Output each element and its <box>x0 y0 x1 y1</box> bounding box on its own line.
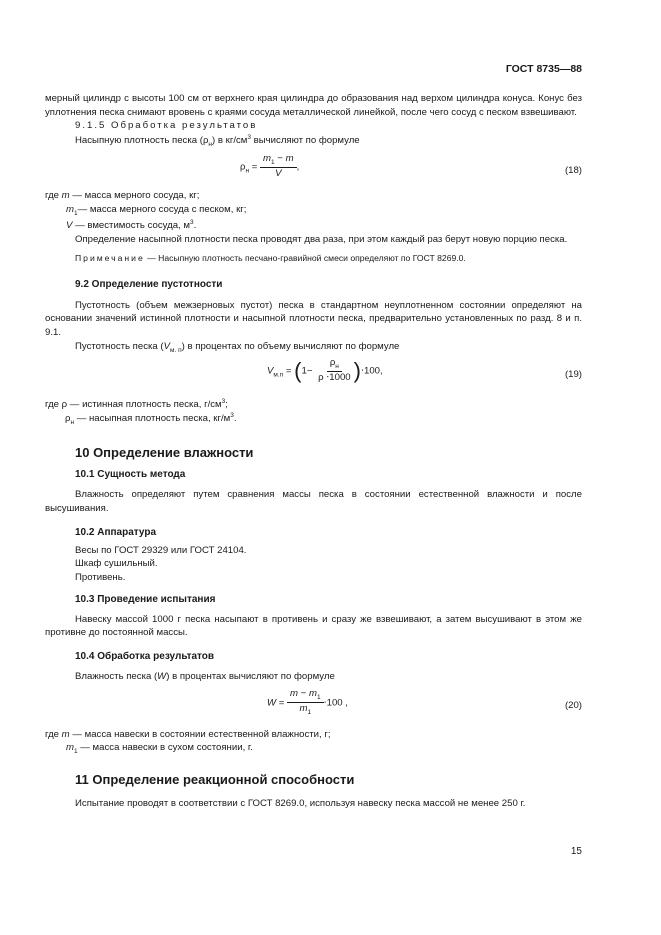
eq-symbol: V <box>275 168 282 180</box>
paragraph-twice: Определение насыпной плотности песка проводят два раза, при этом каждый раз берут новую порцию песка. <box>75 233 568 245</box>
where-line <box>45 218 582 233</box>
text-segment: — истинная плотность песка, г/см <box>67 398 222 410</box>
note <box>45 252 582 264</box>
eq-denominator: ρ ⋅1000 <box>318 371 351 383</box>
equation-number: (19) <box>564 368 582 380</box>
text-segment: ; <box>225 398 228 410</box>
section-9-1-5-text <box>45 133 582 149</box>
subscript: н <box>208 140 212 148</box>
text-segment: ) в процентах вычисляют по формуле <box>166 671 335 683</box>
text-segment: Влажность песка ( <box>75 671 158 683</box>
section-11-title: 11 Определение реакционной способности <box>75 771 355 787</box>
section-10-1-title: 10.1 Сущность метода <box>75 469 186 481</box>
text-segment: ) в процентах по объему вычисляют по формуле <box>181 340 400 352</box>
equation-19-body <box>267 357 383 385</box>
eq-symbol: V <box>163 340 171 352</box>
where-line <box>45 397 582 412</box>
eq-symbol: m <box>66 203 74 215</box>
equation-18 <box>45 153 582 189</box>
eq-subscript: м. п <box>170 346 182 354</box>
section-9-2-paragraph: Пустотность (объем межзерновых пустот) песка в стандартном неуплотненном состоянии определяют на основании значений истинной плотности и насыпной плотности песка, предварительно установленных по разд. 8 и п. 9.1. <box>45 299 582 338</box>
eq-equals: = <box>278 697 285 709</box>
equation-number: (18) <box>564 165 582 177</box>
where-block-19 <box>45 397 582 428</box>
equipment-line: Противень. <box>75 572 126 583</box>
eq-tail: ⋅100 , <box>323 697 348 709</box>
eq-operator: − <box>274 153 286 165</box>
eq-tail: , <box>296 161 300 173</box>
section-10-4-title: 10.4 Обработка результатов <box>75 651 215 663</box>
eq-subscript: м.п <box>273 370 284 378</box>
eq-symbol: m <box>263 153 272 165</box>
section-10-3-title: 10.3 Проведение испытания <box>75 593 216 605</box>
equipment-line: Шкаф сушильный. <box>75 558 158 570</box>
eq-symbol: m <box>66 742 74 754</box>
note-text: — Насыпную плотность песчано-гравийной смеси определяют по ГОСТ 8269.0. <box>144 253 466 264</box>
text-segment: — вместимость сосуда, м <box>72 220 190 232</box>
eq-fraction <box>260 153 297 181</box>
section-9-2-title: 9.2 Определение пустотности <box>75 279 223 291</box>
text-segment: где <box>45 398 62 410</box>
eq-operator: − <box>298 687 309 699</box>
eq-symbol: m <box>61 190 70 202</box>
equation-number: (20) <box>564 699 582 711</box>
superscript: 3 <box>221 397 226 405</box>
text-segment: где <box>45 728 62 740</box>
eq-one-minus: 1− <box>301 365 313 377</box>
eq-symbol: W <box>267 697 277 709</box>
eq-subscript: н <box>70 419 75 427</box>
eq-symbol: ρ <box>65 413 71 425</box>
eq-symbol: m <box>285 153 294 165</box>
text-segment: ) в кг/см <box>212 135 248 147</box>
section-10-3-text: Навеску массой 1000 г песка насыпают в противень и сразу же взвешивают, а затем высушивают в этом же противне до постоянной массы. <box>45 613 582 639</box>
text-segment: Насыпную плотность песка (ρ <box>75 135 209 147</box>
equation-20-body <box>267 688 348 718</box>
equipment-line: Весы по ГОСТ 29329 или ГОСТ 24104. <box>75 544 247 556</box>
eq-subscript: 1 <box>74 748 78 756</box>
eq-symbol: m <box>308 687 317 699</box>
eq-tail: ⋅100, <box>360 365 383 377</box>
eq-symbol: ρ <box>329 356 336 368</box>
eq-symbol: V <box>267 365 274 377</box>
eq-symbol: ρ <box>61 398 68 410</box>
eq-symbol: W <box>157 671 167 683</box>
text-segment: Пустотность песка ( <box>75 340 164 352</box>
text-segment: — насыпная плотность песка, кг/м <box>74 413 231 425</box>
eq-symbol: m <box>290 687 299 699</box>
section-9-2-formula-intro <box>45 340 582 355</box>
eq-subscript: 1 <box>271 159 275 167</box>
superscript: 3 <box>230 412 234 420</box>
page-content <box>45 92 582 811</box>
eq-symbol: ρ <box>240 161 246 173</box>
superscript: 3 <box>189 218 194 226</box>
eq-subscript: 1 <box>316 693 321 701</box>
eq-equals: = <box>285 365 292 377</box>
text-segment: — масса мерного сосуда с песком, кг; <box>77 203 247 215</box>
section-10-2-title: 10.2 Аппаратура <box>75 526 157 538</box>
eq-symbol: V <box>66 220 73 232</box>
where-line <box>45 203 582 218</box>
equation-20 <box>45 688 582 728</box>
text-segment: — масса навески в состоянии естественной влажности, г; <box>69 728 331 740</box>
note-label: Примечание <box>75 253 145 264</box>
section-10-4-text <box>45 670 582 684</box>
continuation-paragraph: мерный цилиндр с высоты 100 см от верхнего края цилиндра до образования над верхом цилиндра конуса. Конус без уплотнения песка снимают вровень с краями сосуда металлической линейкой, после чего сосуд с песком взвешивают. <box>45 93 582 118</box>
text-segment: — масса навески в сухом состоянии, г. <box>77 742 253 754</box>
section-10-title: 10 Определение влажности <box>75 444 254 460</box>
where-block-20 <box>45 728 582 757</box>
document-header: ГОСТ 8735—88 <box>505 63 582 75</box>
eq-symbol: m <box>61 728 70 740</box>
eq-fraction <box>287 688 324 718</box>
text-segment: . <box>193 220 197 232</box>
section-9-1-5-title: 9.1.5 Обработка результатов <box>75 120 258 132</box>
eq-subscript: н <box>335 362 339 370</box>
text-segment: . <box>233 413 237 425</box>
where-line <box>45 411 582 427</box>
text-segment: — масса мерного сосуда, кг; <box>69 190 200 202</box>
where-line <box>45 189 582 203</box>
superscript: 3 <box>247 133 252 141</box>
right-paren: ) <box>353 357 361 383</box>
eq-subscript: 1 <box>307 709 312 717</box>
text-segment: вычисляют по формуле <box>251 135 360 147</box>
text-segment: где <box>45 190 62 202</box>
equation-19 <box>45 357 582 397</box>
eq-fraction <box>315 357 354 385</box>
eq-symbol: m <box>299 703 308 715</box>
equation-18-body <box>240 153 299 181</box>
eq-subscript: 1 <box>74 209 78 217</box>
eq-equals: = <box>251 161 258 173</box>
section-10-1-text: Влажность определяют путем сравнения массы песка в состоянии естественной влажности и после высушивания. <box>45 489 582 514</box>
where-line <box>45 741 582 756</box>
where-line <box>45 728 582 742</box>
where-block-18 <box>45 189 582 233</box>
section-11-text: Испытание проводят в соответствии с ГОСТ 8269.0, используя навеску песка массой не менее 250 г. <box>75 798 526 809</box>
left-paren: ( <box>294 357 302 383</box>
eq-subscript: н <box>245 167 250 175</box>
page-number: 15 <box>570 846 582 857</box>
